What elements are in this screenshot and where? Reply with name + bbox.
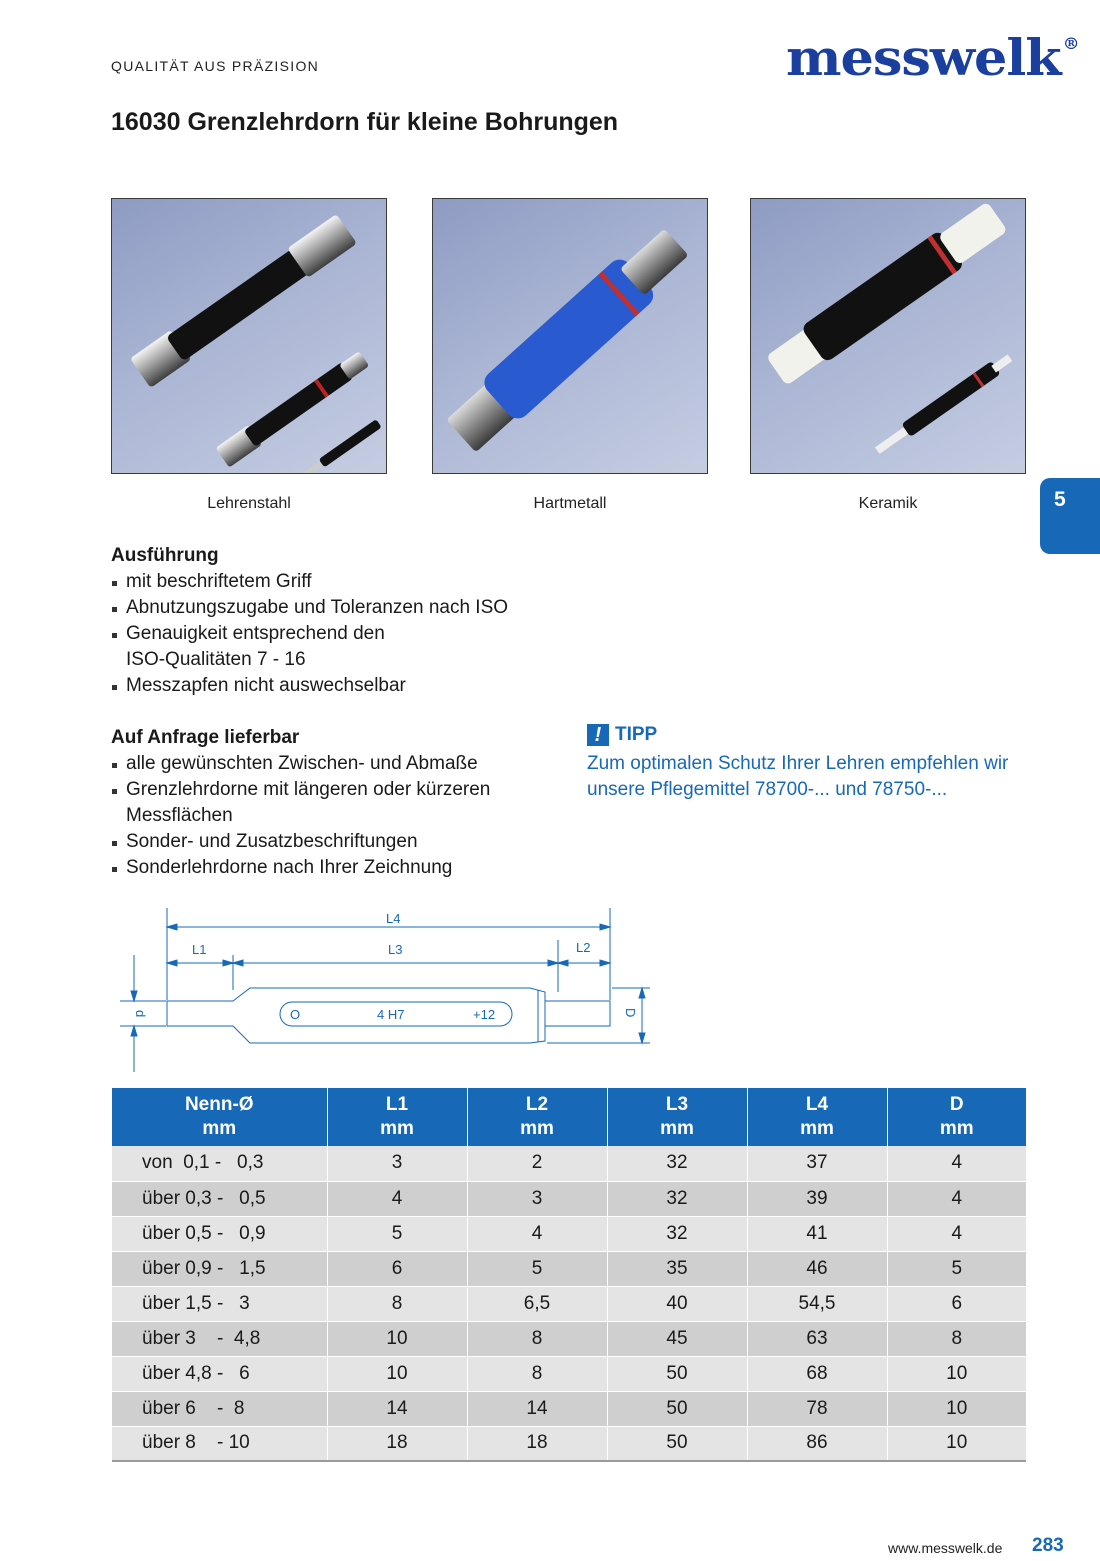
table-cell: 50 <box>607 1391 747 1426</box>
gauge-mark-mid: 4 H7 <box>377 1007 405 1022</box>
table-cell: 40 <box>607 1286 747 1321</box>
table-cell: 14 <box>327 1391 467 1426</box>
table-cell: 3 <box>327 1146 467 1181</box>
table-cell: 5 <box>887 1251 1026 1286</box>
table-cell: 5 <box>327 1216 467 1251</box>
table-cell: über 0,9 - 1,5 <box>112 1251 327 1286</box>
table-cell: 18 <box>467 1426 607 1461</box>
table-cell: 8 <box>467 1321 607 1356</box>
table-cell: 10 <box>327 1321 467 1356</box>
table-cell: über 8 - 10 <box>112 1426 327 1461</box>
table-row <box>112 1286 1026 1321</box>
dim-label-d-large: D <box>623 1008 638 1018</box>
table-cell: 8 <box>327 1286 467 1321</box>
list-item: Sonderlehrdorne nach Ihrer Zeichnung <box>111 855 490 881</box>
tipp-heading <box>587 724 657 746</box>
plug-gauge-steel-image <box>112 199 387 474</box>
dim-label-l3: L3 <box>388 942 403 957</box>
table-cell: 32 <box>607 1146 747 1181</box>
photo-lehrenstahl <box>111 198 387 474</box>
table-row <box>112 1216 1026 1251</box>
plug-gauge-ceramic-image <box>751 199 1026 474</box>
footer-url[interactable]: www.messwelk.de <box>888 1540 1003 1556</box>
photo-hartmetall <box>432 198 708 474</box>
table-cell: 50 <box>607 1426 747 1461</box>
spec-table <box>112 1088 1026 1462</box>
table-cell: 10 <box>887 1426 1026 1461</box>
column-header: D mm <box>887 1088 1026 1146</box>
table-cell: über 0,3 - 0,5 <box>112 1181 327 1216</box>
brand-logo: messwelk ® <box>786 28 1079 87</box>
table-cell: 3 <box>467 1181 607 1216</box>
column-header: L1 mm <box>327 1088 467 1146</box>
photo-keramik <box>750 198 1026 474</box>
table-cell: 46 <box>747 1251 887 1286</box>
anfrage-heading: Auf Anfrage lieferbar <box>111 727 300 748</box>
table-cell: 35 <box>607 1251 747 1286</box>
list-item: mit beschriftetem Griff <box>111 569 508 595</box>
tipp-label: TIPP <box>615 724 658 745</box>
table-cell: 54,5 <box>747 1286 887 1321</box>
table-row <box>112 1146 1026 1181</box>
table-cell: 8 <box>887 1321 1026 1356</box>
table-row <box>112 1321 1026 1356</box>
photo-label: Lehrenstahl <box>207 495 291 512</box>
table-cell: 4 <box>887 1216 1026 1251</box>
table-cell: 8 <box>467 1356 607 1391</box>
column-header: L4 mm <box>747 1088 887 1146</box>
table-cell: 86 <box>747 1426 887 1461</box>
table-cell: 6 <box>887 1286 1026 1321</box>
ausfuehrung-list <box>111 569 508 699</box>
table-cell: über 4,8 - 6 <box>112 1356 327 1391</box>
dim-label-l1: L1 <box>192 942 207 957</box>
dim-label-d-small: d <box>133 1010 148 1018</box>
table-cell: 10 <box>327 1356 467 1391</box>
anfrage-list <box>111 751 490 881</box>
table-cell: 4 <box>887 1146 1026 1181</box>
table-cell: 14 <box>467 1391 607 1426</box>
list-item: Sonder- und Zusatzbeschriftungen <box>111 829 490 855</box>
list-item: Genauigkeit entsprechend den <box>111 621 508 647</box>
table-cell: über 3 - 4,8 <box>112 1321 327 1356</box>
tipp-text: Zum optimalen Schutz Ihrer Lehren empfehlen wir unsere Pflegemittel 78700-... und 78750-... <box>587 753 1009 800</box>
table-cell: über 6 - 8 <box>112 1391 327 1426</box>
table-cell: 4 <box>467 1216 607 1251</box>
table-row <box>112 1426 1026 1461</box>
table-cell: 2 <box>467 1146 607 1181</box>
plug-gauge-carbide-image <box>433 199 708 474</box>
gauge-mark-left: O <box>290 1007 301 1022</box>
table-cell: 6 <box>327 1251 467 1286</box>
table-cell: 50 <box>607 1356 747 1391</box>
table-row <box>112 1356 1026 1391</box>
table-row <box>112 1251 1026 1286</box>
table-row <box>112 1391 1026 1426</box>
table-cell: 63 <box>747 1321 887 1356</box>
table-cell: 32 <box>607 1216 747 1251</box>
table-cell: 41 <box>747 1216 887 1251</box>
list-item: Grenzlehrdorne mit längeren oder kürzeren <box>111 777 490 803</box>
table-cell: 18 <box>327 1426 467 1461</box>
table-cell: 78 <box>747 1391 887 1426</box>
table-cell: von 0,1 - 0,3 <box>112 1146 327 1181</box>
dim-label-l4: L4 <box>386 911 401 926</box>
dimension-drawing <box>110 900 670 1080</box>
list-item: Messzapfen nicht auswechselbar <box>111 673 508 699</box>
gauge-mark-right: +12 <box>473 1007 496 1022</box>
exclamation-icon: ! <box>587 724 609 746</box>
photo-label: Keramik <box>858 495 918 512</box>
table-cell: 10 <box>887 1391 1026 1426</box>
table-cell: 45 <box>607 1321 747 1356</box>
chapter-tab[interactable]: 5 <box>1040 478 1100 554</box>
column-header: Nenn-Ø mm <box>112 1088 327 1146</box>
list-item-continuation: ISO-Qualitäten 7 - 16 <box>126 649 306 670</box>
table-cell: 10 <box>887 1356 1026 1391</box>
table-cell: 39 <box>747 1181 887 1216</box>
table-cell: 5 <box>467 1251 607 1286</box>
table-row <box>112 1181 1026 1216</box>
table-cell: 4 <box>327 1181 467 1216</box>
page-title: 16030 Grenzlehrdorn für kleine Bohrungen <box>111 108 619 136</box>
photo-label: Hartmetall <box>533 495 607 512</box>
table-cell: 68 <box>747 1356 887 1391</box>
table-cell: über 0,5 - 0,9 <box>112 1216 327 1251</box>
page-number: 283 <box>1032 1535 1064 1556</box>
tagline: QUALITÄT AUS PRÄZISION <box>111 58 320 74</box>
table-cell: 6,5 <box>467 1286 607 1321</box>
table-cell: 32 <box>607 1181 747 1216</box>
column-header: L3 mm <box>607 1088 747 1146</box>
list-item-continuation: Messflächen <box>126 805 233 826</box>
table-cell: 37 <box>747 1146 887 1181</box>
list-item: Abnutzungszugabe und Toleranzen nach ISO <box>111 595 508 621</box>
column-header: L2 mm <box>467 1088 607 1146</box>
ausfuehrung-heading: Ausführung <box>111 545 219 566</box>
table-cell: über 1,5 - 3 <box>112 1286 327 1321</box>
dim-label-l2: L2 <box>576 940 591 955</box>
table-header-row <box>112 1088 1026 1146</box>
table-cell: 4 <box>887 1181 1026 1216</box>
list-item: alle gewünschten Zwischen- und Abmaße <box>111 751 490 777</box>
